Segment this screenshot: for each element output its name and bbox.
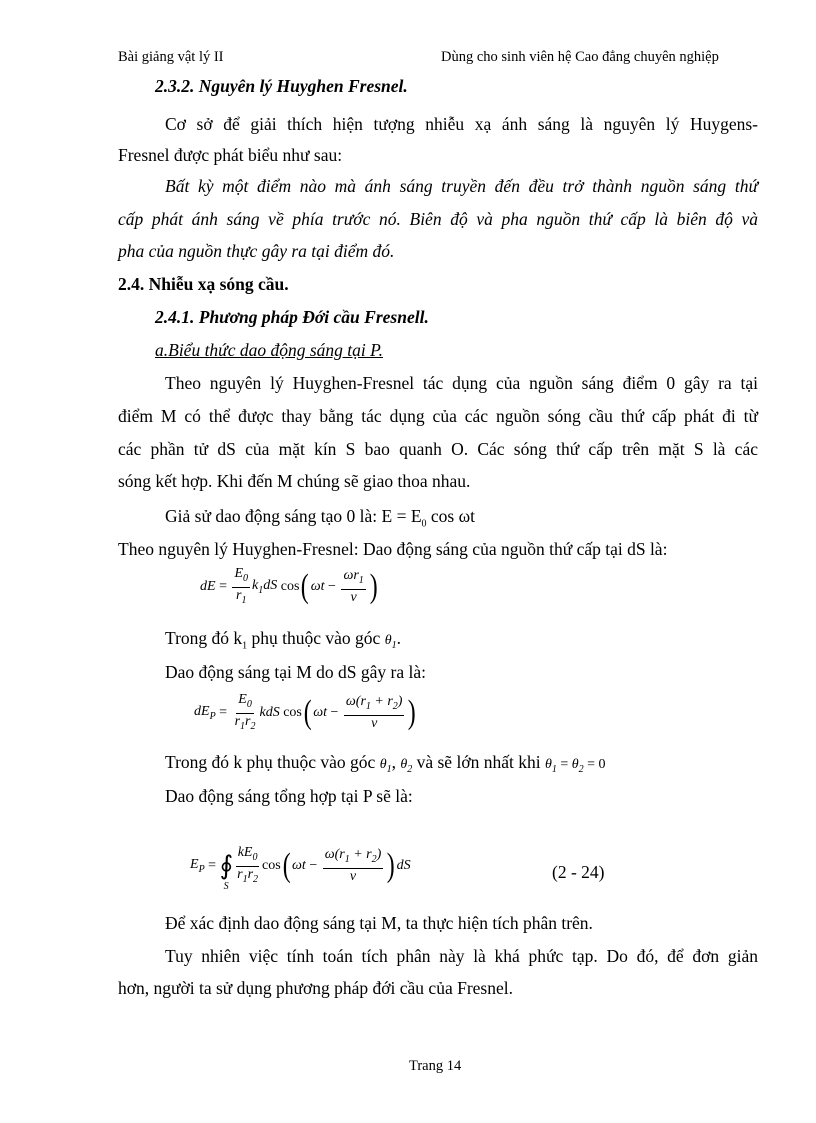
para-1-line-2: Fresnel được phát biểu như sau: [118, 145, 343, 165]
section-232-title: 2.3.2. Nguyên lý Huyghen Fresnel. [155, 76, 408, 96]
equation-dE: dE = $\frac{E_0}{r_1}$ $k_1dS$ cos ( ωt − $\frac{\omega r_1}{v}$ ) [200, 566, 378, 606]
para-10-line-1: Tuy nhiên việc tính toán tích phân này là khá phức tạp. Do đó, để đơn giản [165, 946, 758, 966]
para-2-line-4: sóng kết hợp. Khi đến M chúng sẽ giao thoa nhau. [118, 471, 471, 491]
para-3: Giả sử dao động sáng tạo 0 là: $E = E_0$ cos ωt [165, 506, 475, 530]
para-6: Dao động sáng tại M do dS gây ra là: [165, 662, 426, 682]
para-2-line-1: Theo nguyên lý Huyghen-Fresnel tác dụng của nguồn sáng điểm 0 gây ra tại [165, 373, 758, 393]
equation-number: (2 - 24) [552, 862, 605, 882]
para-5: Trong đó $k_1$ phụ thuộc vào góc $\theta_1$. [165, 628, 401, 652]
para-10-line-2: hơn, người ta sử dụng phương pháp đới cầu của Fresnel. [118, 978, 513, 998]
para-2-line-3: các phần tử dS của mặt kín S bao quanh O. Các sóng thứ cấp trên mặt S là các [118, 439, 758, 459]
part-a-heading: a.Biểu thức dao động sáng tại P. [155, 340, 383, 360]
page-number: Trang 14 [409, 1058, 462, 1074]
para-1-line-1: Cơ sở để giải thích hiện tượng nhiễu xạ ánh sáng là nguyên lý Huygens- [165, 114, 758, 134]
para-8: Dao động sáng tổng hợp tại P sẽ là: [165, 786, 413, 806]
section-24-title: 2.4. Nhiễu xạ sóng cầu. [118, 274, 289, 294]
para-4: Theo nguyên lý Huyghen-Fresnel: Dao động sáng của nguồn thứ cấp tại dS là: [118, 539, 668, 559]
para-7: Trong đó k phụ thuộc vào góc $\theta_1$, $\theta_2$ và sẽ lớn nhất khi $\theta_1 = \theta_2 = 0$ [165, 752, 606, 775]
equation-dEP: $dE_P$ = $\frac{E_0}{r_1r_2}$ kdS cos ( ωt − $\frac{\omega(r_1 + r_2)}{v}$ ) [194, 692, 417, 732]
para-9: Để xác định dao động sáng tại M, ta thực hiện tích phân trên. [165, 913, 593, 933]
quote-line-1: Bất kỳ một điểm nào mà ánh sáng truyền đến đều trở thành nguồn sáng thứ [165, 176, 758, 196]
quote-line-3: pha của nguồn thực gây ra tại điểm đó. [118, 241, 395, 261]
para-2-line-2: điểm M có thể được thay bằng tác dụng của các nguồn sóng cầu thứ cấp phát đi từ [118, 406, 758, 426]
header-left: Bài giảng vật lý II [118, 49, 224, 65]
header-right: Dùng cho sinh viên hệ Cao đẳng chuyên nghiệp [441, 49, 719, 65]
section-241-title: 2.4.1. Phương pháp Đới cầu Fresnell. [155, 307, 429, 327]
equation-EP: $E_P$ = ∮ S $\frac{kE_0}{r_1r_2}$ cos ( ωt − $\frac{\omega(r_1 + r_2)}{v}$ ) dS [190, 845, 411, 893]
quote-line-2: cấp phát ánh sáng về phía trước nó. Biên độ và pha nguồn thứ cấp là biên độ và [118, 209, 758, 229]
